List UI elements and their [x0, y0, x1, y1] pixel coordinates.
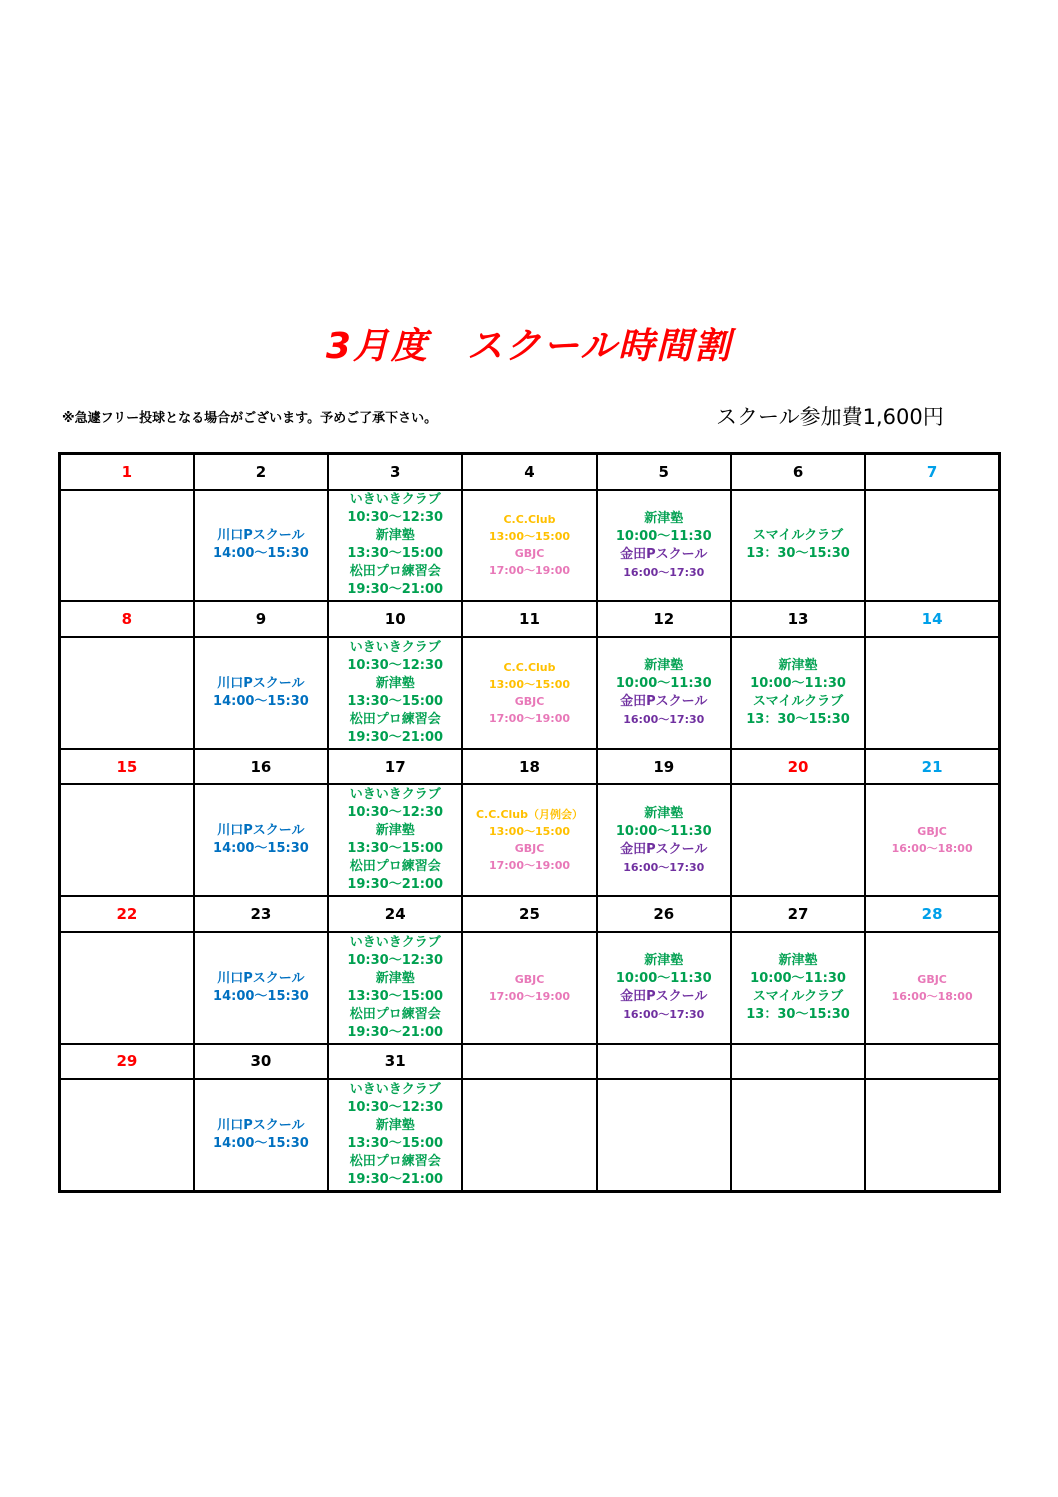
schedule-entry: C.C.Club（月例会）: [475, 808, 584, 822]
schedule-entry: 新津塾: [644, 510, 684, 526]
schedule-entry: 10:30～12:30: [347, 952, 444, 968]
schedule-row: [60, 932, 1000, 1044]
schedule-cell: [328, 1079, 462, 1191]
schedule-entry: 10:30～12:30: [347, 1100, 444, 1116]
schedule-row: [60, 1079, 1000, 1191]
schedule-entry: 新津塾: [644, 805, 684, 821]
schedule-entry: 新津塾: [375, 970, 415, 986]
date-cell: 15: [60, 749, 194, 785]
fee-text: スクール参加費1,600円: [716, 405, 944, 429]
schedule-cell: [60, 784, 194, 896]
schedule-entry: GBJC: [917, 972, 947, 986]
date-cell: 21: [865, 749, 999, 785]
schedule-entry: 14:00～15:30: [213, 1136, 309, 1152]
schedule-entry: いきいきクラブ: [349, 639, 441, 655]
date-cell: 7: [865, 454, 999, 490]
schedule-entry: C.C.Club: [503, 513, 556, 527]
schedule-entry: 17:00～19:00: [488, 564, 570, 578]
schedule-cell: [597, 637, 731, 749]
schedule-entry: 10:00～11:30: [615, 823, 712, 839]
schedule-cell: [60, 1079, 194, 1191]
schedule-entry: GBJC: [514, 972, 545, 986]
schedule-cell: [328, 932, 462, 1044]
date-cell: 5: [597, 454, 731, 490]
schedule-entry: 17:00～19:00: [488, 711, 570, 725]
date-cell: 19: [597, 749, 731, 785]
schedule-entry: 16:00～17:30: [623, 565, 705, 579]
schedule-entry: 10:30～12:30: [347, 805, 444, 821]
page-title: 3月度 スクール時間割: [325, 326, 733, 367]
date-cell: 31: [328, 1044, 462, 1080]
schedule-cell: [865, 784, 999, 896]
schedule-entry: 14:00～15:30: [213, 841, 309, 857]
schedule-entry: いきいきクラブ: [349, 492, 441, 508]
schedule-cell: [731, 784, 865, 896]
date-cell: 8: [60, 601, 194, 637]
date-cell: 9: [194, 601, 328, 637]
date-cell: 1: [60, 454, 194, 490]
schedule-cell: [462, 932, 596, 1044]
schedule-entry: 新津塾: [778, 657, 818, 673]
date-cell: 16: [194, 749, 328, 785]
schedule-entry: 14:00～15:30: [213, 988, 309, 1004]
schedule-entry: GBJC: [917, 825, 947, 839]
schedule-entry: 新津塾: [375, 1118, 415, 1134]
date-cell: 10: [328, 601, 462, 637]
schedule-cell: [328, 490, 462, 602]
schedule-entry: 10:30～12:30: [347, 657, 444, 673]
schedule-row: [60, 784, 1000, 896]
schedule-cell: [462, 490, 596, 602]
schedule-cell: [462, 637, 596, 749]
date-cell: [597, 1044, 731, 1080]
schedule-entry: 新津塾: [778, 952, 818, 968]
schedule-entry: 10:30～12:30: [347, 510, 444, 526]
date-row: [60, 1044, 1000, 1080]
schedule-row: [60, 490, 1000, 602]
schedule-row: [60, 637, 1000, 749]
date-row: [60, 749, 1000, 785]
schedule-cell: [597, 1079, 731, 1191]
date-cell: 30: [194, 1044, 328, 1080]
date-cell: 29: [60, 1044, 194, 1080]
schedule-entry: スマイルクラブ: [752, 988, 844, 1004]
date-cell: 24: [328, 896, 462, 932]
schedule-entry: 10:00～11:30: [615, 676, 712, 692]
schedule-entry: 13:00～15:00: [488, 677, 570, 691]
schedule-cell: [462, 1079, 596, 1191]
notice-text: ※急遽フリー投球となる場合がございます。予めご了承下さい。: [62, 411, 438, 426]
schedule-entry: 14:00～15:30: [213, 693, 309, 709]
schedule-entry: 川口Pスクール: [217, 675, 305, 691]
schedule-entry: 19:30～21:00: [347, 582, 444, 598]
schedule-cell: [194, 490, 328, 602]
schedule-entry: 10:00～11:30: [615, 971, 712, 987]
date-cell: [731, 1044, 865, 1080]
schedule-entry: 13:00～15:00: [488, 825, 570, 839]
schedule-entry: 松田プロ練習会: [349, 711, 441, 727]
schedule-entry: スマイルクラブ: [752, 528, 844, 544]
date-cell: 13: [731, 601, 865, 637]
schedule-entry: 16:00～17:30: [623, 1008, 705, 1022]
date-cell: 3: [328, 454, 462, 490]
schedule-entry: スマイルクラブ: [752, 693, 844, 709]
schedule-entry: 19:30～21:00: [347, 1172, 444, 1188]
date-cell: 26: [597, 896, 731, 932]
schedule-cell: [60, 490, 194, 602]
schedule-entry: 金田Pスクール: [620, 841, 708, 857]
schedule-entry: 金田Pスクール: [620, 546, 708, 562]
schedule-entry: 10:00～11:30: [750, 970, 846, 986]
schedule-entry: 新津塾: [375, 823, 415, 839]
schedule-body: [60, 454, 1000, 1192]
schedule-entry: 19:30～21:00: [347, 1024, 444, 1040]
date-cell: 28: [865, 896, 999, 932]
schedule-cell: [597, 784, 731, 896]
date-cell: 14: [865, 601, 999, 637]
schedule-entry: GBJC: [514, 694, 545, 708]
schedule-cell: [60, 932, 194, 1044]
schedule-entry: 13：30～15:30: [746, 1006, 850, 1022]
date-cell: 22: [60, 896, 194, 932]
schedule-entry: 10:00～11:30: [750, 675, 846, 691]
date-row: [60, 601, 1000, 637]
date-cell: 27: [731, 896, 865, 932]
date-cell: 4: [462, 454, 596, 490]
schedule-cell: [462, 784, 596, 896]
schedule-cell: [597, 932, 731, 1044]
schedule-entry: 新津塾: [644, 658, 684, 674]
schedule-entry: いきいきクラブ: [349, 934, 441, 950]
schedule-cell: [865, 932, 999, 1044]
schedule-entry: 17:00～19:00: [488, 989, 570, 1003]
schedule-entry: 17:00～19:00: [488, 859, 570, 873]
date-cell: 2: [194, 454, 328, 490]
schedule-table: [58, 452, 1001, 1193]
schedule-entry: いきいきクラブ: [349, 787, 441, 803]
schedule-cell: [731, 932, 865, 1044]
date-cell: 25: [462, 896, 596, 932]
schedule-entry: 川口Pスクール: [217, 970, 305, 986]
schedule-entry: 13:30～15:00: [347, 988, 444, 1004]
schedule-entry: 13：30～15:30: [746, 711, 850, 727]
date-cell: 18: [462, 749, 596, 785]
date-row: [60, 454, 1000, 490]
schedule-entry: 金田Pスクール: [620, 989, 708, 1005]
schedule-cell: [194, 637, 328, 749]
schedule-cell: [731, 490, 865, 602]
schedule-entry: 新津塾: [644, 953, 684, 969]
schedule-cell: [194, 932, 328, 1044]
schedule-entry: 川口Pスクール: [217, 823, 305, 839]
schedule-cell: [194, 784, 328, 896]
schedule-entry: 13:30～15:00: [347, 841, 444, 857]
schedule-cell: [865, 490, 999, 602]
schedule-cell: [865, 637, 999, 749]
date-row: [60, 896, 1000, 932]
schedule-cell: [731, 637, 865, 749]
schedule-entry: 13:30～15:00: [347, 546, 444, 562]
date-cell: [462, 1044, 596, 1080]
date-cell: 12: [597, 601, 731, 637]
schedule-entry: 金田Pスクール: [620, 694, 708, 710]
schedule-entry: 16:00～17:30: [623, 713, 705, 727]
schedule-entry: 14:00～15:30: [213, 546, 309, 562]
schedule-entry: 16:00～18:00: [891, 989, 973, 1003]
schedule-cell: [865, 1079, 999, 1191]
schedule-entry: GBJC: [514, 842, 545, 856]
schedule-entry: 新津塾: [375, 675, 415, 691]
schedule-entry: GBJC: [514, 547, 545, 561]
schedule-entry: 13:30～15:00: [347, 1136, 444, 1152]
schedule-entry: 16:00～18:00: [891, 842, 973, 856]
schedule-entry: C.C.Club: [503, 660, 556, 674]
schedule-cell: [731, 1079, 865, 1191]
schedule-entry: 13:30～15:00: [347, 693, 444, 709]
schedule-entry: 松田プロ練習会: [349, 1006, 441, 1022]
schedule-entry: 新津塾: [375, 528, 415, 544]
schedule-entry: 13:00～15:00: [488, 530, 570, 544]
date-cell: 23: [194, 896, 328, 932]
date-cell: 6: [731, 454, 865, 490]
schedule-entry: 19:30～21:00: [347, 729, 444, 745]
schedule-cell: [60, 637, 194, 749]
schedule-cell: [328, 637, 462, 749]
date-cell: 11: [462, 601, 596, 637]
schedule-entry: 松田プロ練習会: [349, 859, 441, 875]
schedule-entry: 松田プロ練習会: [349, 564, 441, 580]
schedule-entry: 10:00～11:30: [615, 528, 712, 544]
schedule-entry: 川口Pスクール: [217, 1118, 305, 1134]
schedule-cell: [597, 490, 731, 602]
schedule-cell: [328, 784, 462, 896]
schedule-entry: いきいきクラブ: [349, 1082, 441, 1098]
schedule-cell: [194, 1079, 328, 1191]
schedule-entry: 19:30～21:00: [347, 877, 444, 893]
schedule-entry: 16:00～17:30: [623, 860, 705, 874]
date-cell: [865, 1044, 999, 1080]
schedule-entry: 13：30～15:30: [746, 546, 850, 562]
schedule-entry: 川口Pスクール: [217, 528, 305, 544]
schedule-entry: 松田プロ練習会: [349, 1154, 441, 1170]
date-cell: 17: [328, 749, 462, 785]
date-cell: 20: [731, 749, 865, 785]
